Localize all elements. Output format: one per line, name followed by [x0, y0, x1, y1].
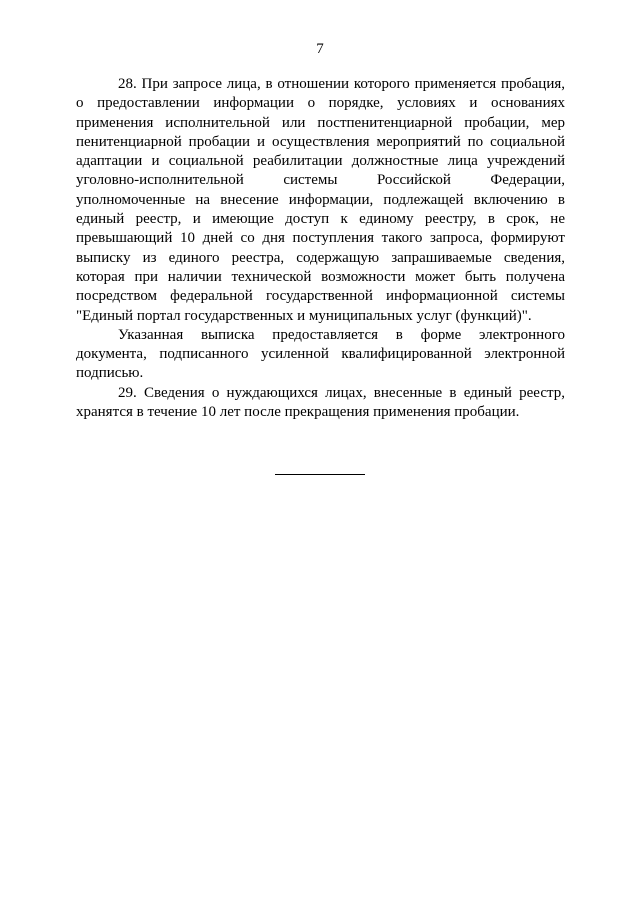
paragraph-29: 29. Сведения о нуждающихся лицах, внесенные в единый реестр, хранятся в течение 10 лет после прекращения применения пробации. [76, 384, 565, 421]
paragraph-28: 28. При запросе лица, в отношении которого применяется пробация, о предоставлении информации о порядке, условиях и основаниях применения исполнительной или постпенитенциарной пробации, мер пенитенциарной пробации и осуществления мероприятий по социальной адаптации и социальной реабилитации должностные лица учреждений уголовно-исполнительной системы Российской Федерации, уполномоченные на внесение информации, подлежащей включению в единый реестр, и имеющие доступ к единому реестру, в срок, не превышающий 10 дней со дня поступления такого запроса, формируют выписку из единого реестра, содержащую запрашиваемые сведения, которая при наличии технической возможности может быть получена посредством федеральной государственной информационной системы "Единый портал государственных и муниципальных услуг (функций)". [76, 76, 565, 324]
page-number: 7 [316, 41, 324, 57]
document-body [76, 75, 565, 422]
end-of-document-separator [275, 474, 365, 475]
paragraph-extract-form: Указанная выписка предоставляется в форме электронного документа, подписанного усиленной квалифицированной электронной подписью. [76, 326, 565, 382]
